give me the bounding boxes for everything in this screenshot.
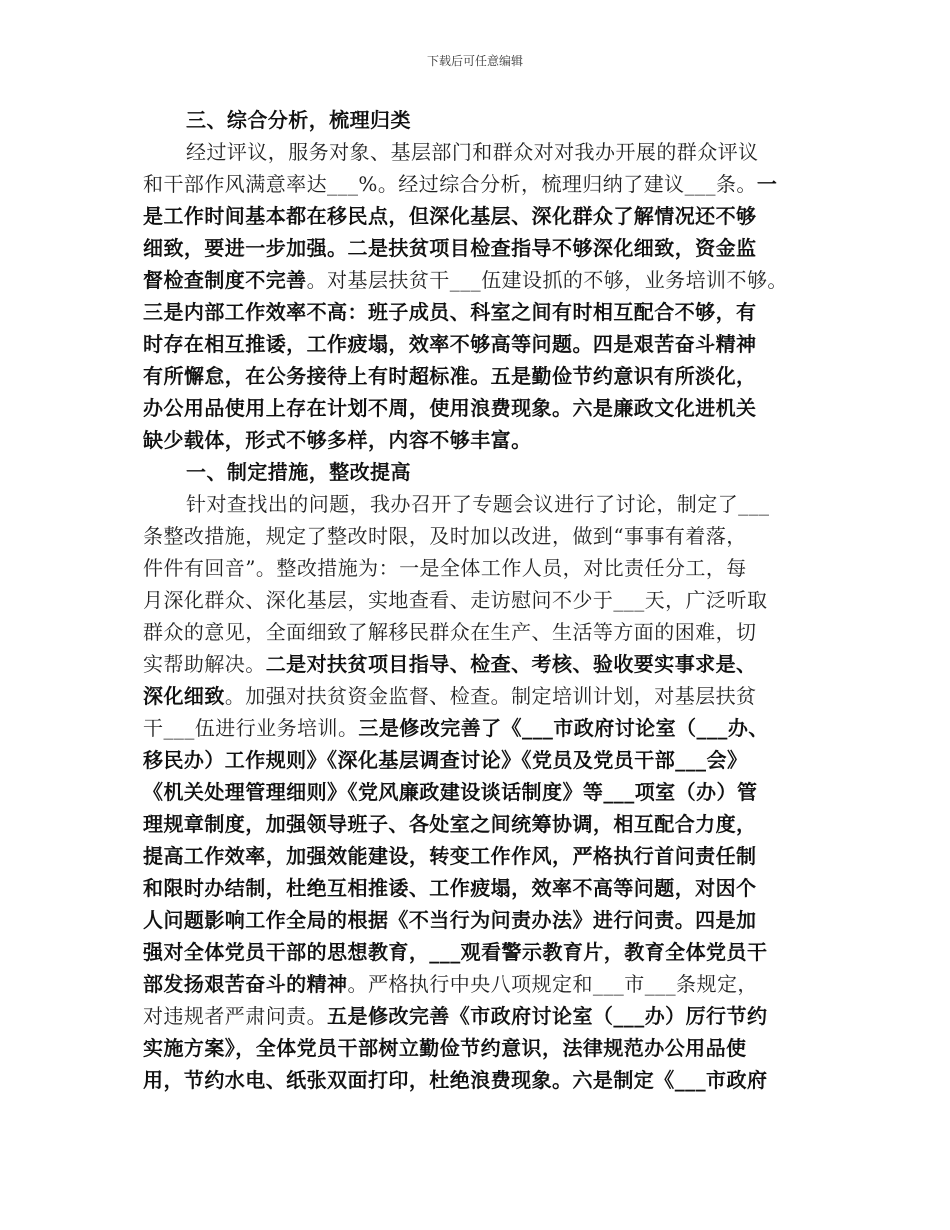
text-line bbox=[143, 520, 813, 552]
text-line bbox=[143, 296, 813, 328]
text-segment: 。严格执行中央八项规定和___市___条规定， bbox=[347, 972, 758, 996]
text-segment: 对违规者严肃问责。 bbox=[143, 1004, 328, 1028]
text-line bbox=[143, 616, 813, 648]
text-line bbox=[143, 968, 813, 1000]
text-segment: 干___伍进行业务培训。 bbox=[143, 716, 359, 740]
bold-text-segment: 《机关处理管理细则》《党风廉政建设谈话制度》等___项室（办）管 bbox=[143, 780, 758, 804]
bold-text-segment: 三是内部工作效率不高：班子成员、科室之间有时相互配合不够，有 bbox=[143, 300, 757, 324]
document-body bbox=[143, 104, 813, 1096]
bold-text-segment: 提高工作效率，加强效能建设，转变工作作风，严格执行首问责任制 bbox=[143, 844, 757, 868]
text-line bbox=[143, 456, 813, 488]
bold-text-segment: 深化细致 bbox=[143, 684, 225, 708]
text-line bbox=[143, 488, 813, 520]
text-line bbox=[143, 872, 813, 904]
page-header-note: 下载后可任意编辑 bbox=[426, 54, 523, 68]
text-segment: 月深化群众、深化基层，实地查看、走访慰问不少于___天，广泛听取 bbox=[143, 588, 768, 612]
bold-text-segment: 三、综合分析，梳理归类 bbox=[186, 108, 411, 132]
bold-text-segment: 理规章制度，加强领导班子、各处室之间统筹协调，相互配合力度， bbox=[143, 812, 757, 836]
bold-text-segment: 督检查制度不完善 bbox=[143, 268, 307, 292]
bold-text-segment: 部发扬艰苦奋斗的精神 bbox=[143, 972, 348, 996]
text-segment: 。对基层扶贫干___伍建设抓的不够，业务培训不够。 bbox=[306, 268, 788, 292]
text-line bbox=[143, 168, 813, 200]
bold-text-segment: 和限时办结制，杜绝互相推诿、工作疲塌，效率不高等问题，对因个 bbox=[143, 876, 757, 900]
text-line bbox=[143, 104, 813, 136]
text-line bbox=[143, 808, 813, 840]
bold-text-segment: 有所懈怠，在公务接待上有时超标准。五是勤俭节约意识有所淡化， bbox=[143, 364, 757, 388]
text-line bbox=[143, 680, 813, 712]
text-line bbox=[143, 712, 813, 744]
bold-text-segment: 办公用品使用上存在计划不周，使用浪费现象。六是廉政文化进机关 bbox=[143, 396, 757, 420]
text-segment: 件件有回音”。整改措施为：一是全体工作人员，对比责任分工，每 bbox=[143, 556, 747, 580]
bold-text-segment: 细致，要进一步加强。二是扶贫项目检查指导不够深化细致，资金监 bbox=[143, 236, 757, 260]
bold-text-segment: 一、制定措施，整改提高 bbox=[186, 460, 411, 484]
bold-text-segment: 一 bbox=[756, 172, 778, 196]
text-line bbox=[143, 136, 813, 168]
bold-text-segment: 三是修改完善了《___市政府讨论室（___办、 bbox=[358, 716, 769, 740]
bold-text-segment: 缺少载体，形式不够多样，内容不够丰富。 bbox=[143, 428, 532, 452]
bold-text-segment: 五是修改完善《市政府讨论室（___办）厉行节约 bbox=[327, 1004, 768, 1028]
text-line bbox=[143, 264, 813, 296]
bold-text-segment: 移民办）工作规则》《深化基层调查讨论》《党员及党员干部___会》 bbox=[143, 748, 748, 772]
text-segment: 群众的意见，全面细致了解移民群众在生产、生活等方面的困难，切 bbox=[143, 620, 757, 644]
text-line bbox=[143, 424, 813, 456]
bold-text-segment: 人问题影响工作全局的根据《不当行为问责办法》进行问责。四是加 bbox=[143, 908, 757, 932]
text-line bbox=[143, 936, 813, 968]
bold-text-segment: 强对全体党员干部的思想教育，___观看警示教育片，教育全体党员干 bbox=[143, 940, 768, 964]
text-line bbox=[143, 584, 813, 616]
bold-text-segment: 是工作时间基本都在移民点，但深化基层、深化群众了解情况还不够 bbox=[143, 204, 757, 228]
text-segment: 针对查找出的问题，我办召开了专题会议进行了讨论，制定了___ bbox=[186, 492, 770, 516]
text-line bbox=[143, 1032, 813, 1064]
text-segment: 实帮助解决。 bbox=[143, 652, 266, 676]
text-line bbox=[143, 648, 813, 680]
text-line bbox=[143, 744, 813, 776]
text-line bbox=[143, 232, 813, 264]
bold-text-segment: 二是对扶贫项目指导、检查、考核、验收要实事求是、 bbox=[265, 652, 757, 676]
text-segment: 条整改措施，规定了整改时限，及时加以改进，做到“事事有着落， bbox=[143, 524, 747, 548]
text-line bbox=[143, 776, 813, 808]
text-line bbox=[143, 904, 813, 936]
bold-text-segment: 时存在相互推诿，工作疲塌，效率不够高等问题。四是艰苦奋斗精神 bbox=[143, 332, 757, 356]
bold-text-segment: 实施方案》，全体党员干部树立勤俭节约意识，法律规范办公用品使 bbox=[143, 1036, 747, 1060]
text-line bbox=[143, 552, 813, 584]
text-line bbox=[143, 1000, 813, 1032]
text-line bbox=[143, 840, 813, 872]
text-segment: 。加强对扶贫资金监督、检查。制定培训计划，对基层扶贫 bbox=[224, 684, 757, 708]
text-line bbox=[143, 200, 813, 232]
text-line bbox=[143, 360, 813, 392]
text-segment: 和干部作风满意率达___%。经过综合分析，梳理归纳了建议___条。 bbox=[143, 172, 757, 196]
text-line bbox=[143, 392, 813, 424]
text-line bbox=[143, 1064, 813, 1096]
bold-text-segment: 用，节约水电、纸张双面打印，杜绝浪费现象。六是制定《___市政府 bbox=[143, 1068, 768, 1092]
text-segment: 经过评议，服务对象、基层部门和群众对对我办开展的群众评议 bbox=[186, 140, 759, 164]
text-line bbox=[143, 328, 813, 360]
